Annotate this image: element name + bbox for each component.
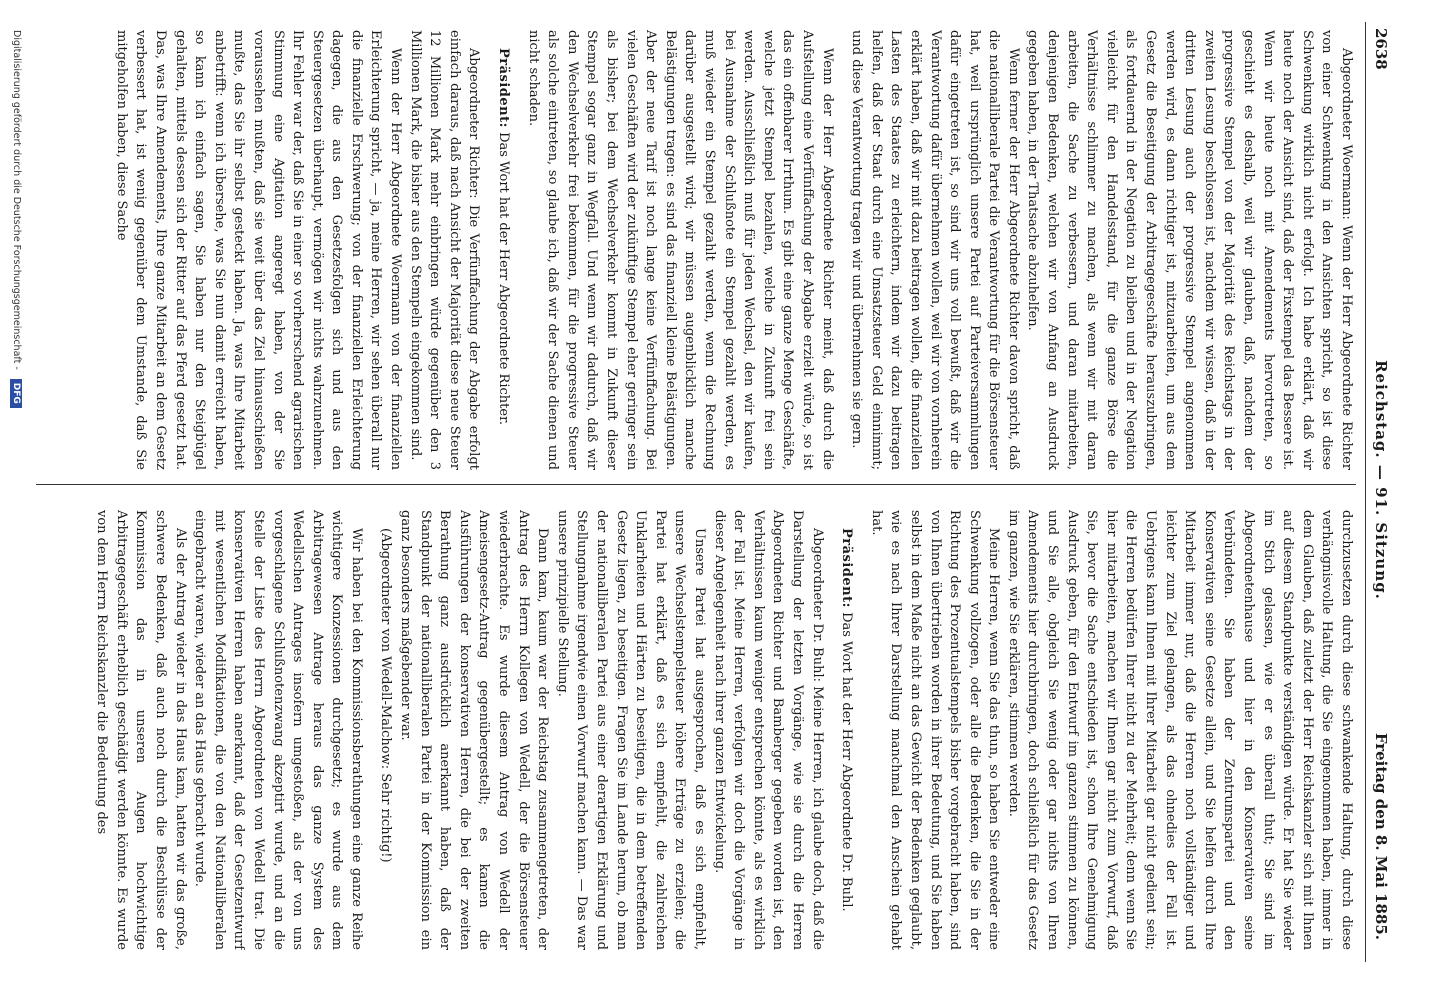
page-header: [1366, 0, 1400, 960]
session-date: Freitag den 8. Mai 1885.: [1372, 732, 1390, 940]
paragraph-text: Abgeordneter Dr. Buhl: Meine Herren, ich glaube doch, daß die Darstellung der letzten Vorgänge, wie sie durch die Herren Abgeordneten Richter und Bamberger gegeben worden ist, den Verhältnissen kaum weniger entsprechen könnte, als es wirklich der Fall ist. Meine Herren, verfolgen wir doch die Vorgänge in dieser Angelegenheit nach ihrer ganzen Entwickelung.: [711, 510, 825, 950]
paragraph-text: Wenn der Herr Abgeordnete Woermann von der finanziellen Erleichterung spricht, — ja, meine Herren, wir sehen überall nur die finanzielle Erschwerung; von der finanziellen Erleichterung dagegen, die aus den Gesetzesfolgen sich und aus den Steuergesetzen überhaupt, vermögen wir nichts wahrzunehmen. Ihr Fehler war der, daß Sie in einer so vorherrschend agrarischen Stimmung eine Agitation angeregt haben, von der Sie voraussehen mußten, daß sie weit über das Ziel hinausschießen mußte, das Sie ihr selbst gesteckt haben. Ja, was Ihre Mitarbeit anbetrifft: wenn ich übersehe, was Sie nun damit erreicht haben, so kann ich einfach sagen, Sie haben nur den Steigbügel gehalten, mittels dessen sich der Ritter auf das Pferd gesetzt hat. Das, was Ihre Amendements, Ihre ganze Mitarbeit an dem Gesetz verbessert hat, ist wenig gegenüber dem Umstande, daß Sie mitgeholfen haben, diese Sache: [113, 30, 404, 470]
paragraph-text: durchzusetzen durch diese schwankende Haltung, durch diese verhängnisvolle Haltung, die Sie eingenommen haben, immer in dem Glauben, daß zuletzt der Herr Reichskanzler sich mit Ihnen auf diesem Standpunkte verständigen würde. Er hat Sie wieder im Stich gelassen, wie er es überall thut; Sie sind im Abgeordnetenhause und hier in den Konservativen seine Verbündeten. Sie haben der Zentrumspartei und den Konservativen seine Gesetze allein, und Sie helfen durch Ihre Mitarbeit immer nur, daß die Herren noch vollständiger und leichter zum Ziel gelangen, als das ohnedies der Fall ist. Uebrigens kann Ihnen mit Ihrer Mitarbeit gar nicht gedient sein; die Herren bedürfen Ihrer nicht zu der Mehrheit; denn wenn Sie hier mitarbeiten, machen wir Ihnen gar nicht zum Vorwurf, daß Sie, bevor die Sache entschieden ist, schon Ihre Genehmigung Ausdruck geben, für den Entwurf im ganzen stimmen zu können, und Sie alle, obgleich Sie wenig oder gar nichts von Ihren Amendements hier durchbringen, doch schließlich für das Gesetz im ganzen, wie Sie erklären, stimmen werden.: [1005, 510, 1354, 950]
paragraph: [1003, 510, 1356, 950]
paragraph-text: Unsere Partei hat ausgesprochen, daß es sich empfiehlt, unsere Wechselstempelsteuer höhere Erträge zu erzielen; die Partei hat erklärt, daß es sich empfiehlt, die zahlreichen Unklarheiten und Härten zu beseitigen, die in dem betreffenden Gesetz liegen, zu beseitigen. Fragen Sie im Lande herum, ob man der nationalliberalen Partei aus einer derartigen Erklärung und Stellungnahme irgendwie einen Vorwurf machen kann. — Das war unsere prinzipielle Stellung.: [554, 510, 707, 950]
right-column: [36, 510, 1356, 950]
paragraph-gap: [827, 510, 837, 950]
paragraph: [523, 30, 837, 470]
paragraph: [837, 510, 857, 950]
page-number: 2638: [1372, 28, 1390, 70]
paragraph-text: Als der Antrag wieder in das Haus kam, hatten wir das große, schwere Bedenken, daß auch noch durch die Beschlüsse der Kommission das in unseren Augen hochwichtige Arbitragegeschäft erheblich geschädigt werden könnte. Es wurde von dem Herrn Reichskanzler die Bedeutung des: [94, 510, 188, 950]
paragraph-gap: [856, 510, 866, 950]
column-separator: [36, 484, 1356, 485]
paragraph-text: Meine Herren, wenn Sie das thun, so haben Sie entweder eine Schwenkung vollzogen, oder alle die Bedenken, die Sie in der Richtung des Prozentualstempels bisher vorgebracht haben, sind von Ihnen übertrieben worden in ihrer Bedeutung, und Sie haben selbst in dem Maße nicht an das Gewicht der Bedenken geglaubt, wie es nach Ihrer Darstellung manchmal den Anschein gehabt hat.: [868, 510, 1002, 950]
speaker-label: Präsident:: [496, 48, 512, 128]
paragraph-text: Dann kam, kaum war der Reichstag zusammengetreten, der Antrag des Herrn Kollegen von Wedell, der die Börsensteuer wiederbrachte. Es wurde diesem Antrag von Wedell der Ameisengesetz-Antrag gegenübergestellt; es kamen die Ausführungen der konservativen Herren, die bei der zweiten Berathung ganz ausdrücklich anerkannt haben, daß der Standpunkt der nationalliberalen Partei in der Kommission ein ganz besonders maßgebender war.: [398, 510, 551, 950]
paragraph: [552, 510, 709, 950]
paragraph-text: Das Wort hat der Herr Abgeordnete Richter.: [496, 132, 512, 425]
paragraph: [92, 510, 190, 950]
digitization-footer: [2, 30, 22, 990]
paragraph-text: Wenn der Herr Abgeordnete Richter meint, daß durch die Aufstellung eine Verfünffachung der Abgabe erzielt würde, so ist das ein offenbarer Irrthum. Es gibt eine ganze Menge Geschäfte, welche jetzt Stempel bezahlen, welche in Zukunft frei sein werden. Ausschließlich muß für jeden Wechsel, den wir kaufen, bei Ausnahme der Schlußnote ein Stempel gezahlt werden, es muß wieder ein Stempel gezahlt werden, wenn die Rechnung darüber ausgestellt wird; wir müssen augenblicklich manche Belästigungen tragen: es sind das finanziell kleine Belästigungen. Aber der neue Tarif ist noch lange keine Verfünffachung. Bei vielen Geschäften wird der zukünftige Stempel eher geringer sein als bisher; bei dem Wechselverkehr kommt in Zukunft dieser Stempel sogar ganz in Wegfall. Und wenn wir dadurch, daß wir den Wechselverkehr frei bekommen, für die progressive Steuer als solche eintreten, so glaube ich, daß wir der Sache dienen und nicht schaden.: [525, 30, 835, 470]
paragraph-gap: [483, 30, 493, 470]
paragraph-text: Abgeordneter Richter: Die Verfünffachung der Abgabe erfolgt einfach daraus, daß nach Ansicht der Majorität diese neue Steuer 12 Millionen Mark mehr einbringen würde gegenüber den 3 Millionen Mark, die bisher aus den Stempeln eingekommen sind.: [407, 30, 482, 470]
paragraph: [1023, 30, 1356, 470]
digitization-note: Digitalisierung gefördert durch die Deutsche Forschungsgemeinschaft -: [11, 30, 22, 370]
header-rule: [1365, 22, 1366, 962]
paragraph: [396, 510, 553, 950]
paragraph: [847, 30, 1023, 470]
paragraph: [709, 510, 827, 950]
paragraph-text: Das Wort hat der Herr Abgeordnete Dr. Buhl.: [839, 612, 855, 912]
paragraph: [866, 510, 1003, 950]
paragraph-text: Abgeordneter Woermann: Wenn der Herr Abgeordnete Richter von einer Schwenkung in den Ansichten spricht, so ist diese Schwenkung wirklich nicht erfolgt. Ich habe erklärt, daß wir heute noch der Ansicht sind, daß der Fixstempel das Bessere ist. Wenn wir heute noch mit Amendements hervortreten, so geschieht es deshalb, weil wir glauben, daß, nachdem der progressive Stempel von der Majorität des Reichstags in der zweiten Lesung beschlossen ist, nachdem wir wissen, daß in der dritten Lesung auch der progressive Stempel angenommen werden wird, es dann richtiger ist, mitzuarbeiten, um aus dem Gesetz die Beseitigung der Arbitragegeschäfte herauszubringen, als fortdauernd in der Negation zu bleiben und in der Negation vielleicht für den Handelsstand, für die ganze Börse die Verhältnisse schlimmer zu machen, als wenn wir mit daran arbeiten, die Sache zu verbessern, und daran mitarbeiten, denjenigen Bedenken, welchen wir von Anfang an Ausdruck gegeben haben, in der Thatsache abzuhelfen.: [1025, 30, 1354, 470]
paragraph-gap: [513, 30, 523, 470]
paragraph-text: (Abgeordneter von Wedell-Malchow: Sehr richtig!): [378, 528, 394, 863]
paragraph: [405, 30, 483, 470]
paragraph-text: Wir haben bei den Kommissionsberathungen eine ganze Reihe wichtigere Konzessionen durchgesetzt; es wurde aus dem Arbitragewesen Antrage heraus das ganze System des Wedellschen Antrages insofern umgestoßen, als der von uns vorgeschlagene Schlußnotenzwang akzeptirt wurde, und an die Stelle der Liste des Herrn Abgeordneten von Wedell trat. Die konservativen Herren haben anerkannt, daß der Gesetzentwurf mit wesentlichen Modifikationen, die von den Nationalliberalen eingebracht waren, wieder an das Haus gebracht wurde.: [192, 510, 364, 950]
paragraph: [493, 30, 513, 470]
paragraph: [190, 510, 366, 950]
paragraph-gap: [837, 30, 847, 470]
paragraph-gap: [366, 510, 376, 950]
paragraph: [111, 30, 405, 470]
paragraph: [376, 510, 396, 950]
speaker-label: Präsident:: [839, 528, 855, 608]
left-column: [36, 30, 1356, 470]
session-title: Reichstag. — 91. Sitzung.: [1372, 360, 1390, 600]
paragraph-text: Wenn ferner der Herr Abgeordnete Richter davon spricht, daß die nationalliberale Partei die Verantwortung für die Börsensteuer hat, weil ursprünglich unsere Partei auf Parteiversammlungen dafür eingetreten ist, so sind wir uns voll bewußt, daß wir die Verantwortung dafür übernehmen wollen, weil wir von vornherein erklärt haben, daß wir mit dazu beitragen wollen, die finanziellen Lasten des Staates zu erleichtern, indem wir dazu beitragen helfen, daß der Staat durch eine Umsatzsteuer Geld einnimmt; und diese Verantwortung tragen wir und übernehmen sie gern.: [849, 30, 1021, 470]
dfg-logo: DFG: [10, 379, 22, 408]
